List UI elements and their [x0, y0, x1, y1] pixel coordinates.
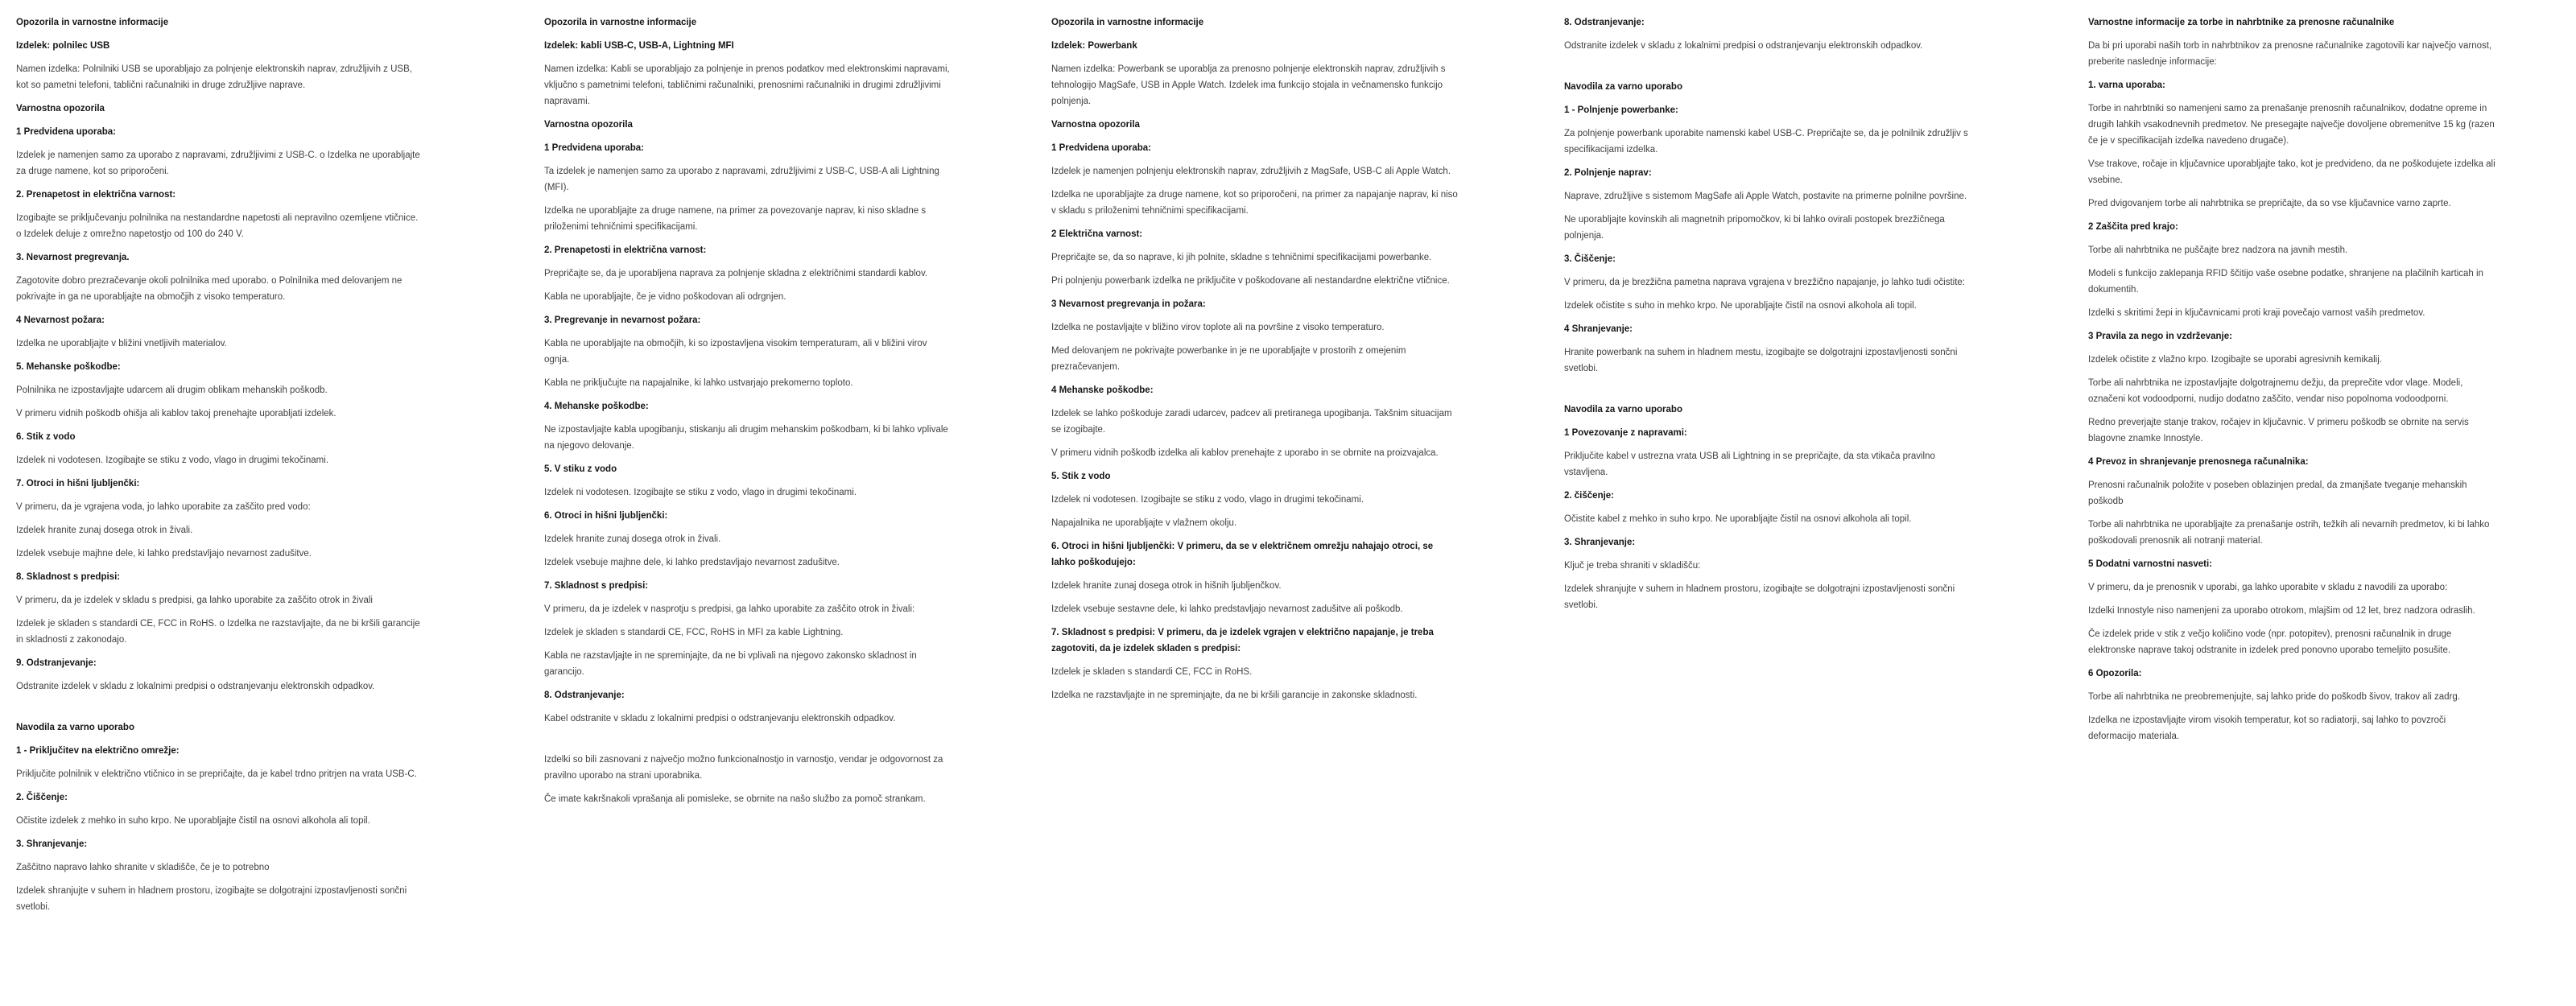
column-usb-charger — [16, 14, 423, 922]
paragraph: V primeru, da je prenosnik v uporabi, ga lahko uporabite v skladu z navodili za uporabo: — [2088, 583, 2448, 592]
section-heading: 3. Pregrevanje in nevarnost požara: — [544, 315, 701, 325]
paragraph: Izdelek hranite zunaj dosega otrok in živali. — [16, 526, 193, 535]
paragraph: Izdelka ne uporabljajte za druge namene, na primer za povezovanje naprav, ki niso skladne s priloženimi tehničnimi specifikacijami. — [544, 206, 927, 232]
paragraph: Izdelki so bili zasnovani z največjo možno funkcionalnostjo in varnostjo, vendar je odgovornost za pravilno uporabo na strani uporabnika. — [544, 755, 943, 781]
section-heading: 1 Predvidena uporaba: — [16, 127, 116, 137]
paragraph: Izdelek ni vodotesen. Izogibajte se stiku z vodo, vlago in drugimi tekočinami. — [1051, 495, 1364, 505]
paragraph: Očistite izdelek z mehko in suho krpo. Ne uporabljajte čistil na osnovi alkohola ali topil. — [16, 816, 370, 826]
paragraph: V primeru vidnih poškodb ohišja ali kablov takoj prenehajte uporabljati izdelek. — [16, 409, 336, 418]
paragraph: Izdelek je skladen s standardi CE, FCC in RoHS. — [1051, 667, 1253, 677]
paragraph: Torbe in nahrbtniki so namenjeni samo za prenašanje prenosnih računalnikov, dodatne opreme in drugih lahkih vsakodnevnih predmetov. Ne presegajte največje dovoljene obremenitve 15 kg (razen če je v specifikacijah izdelka navedeno drugače). — [2088, 104, 2495, 146]
section-heading: 3 Nevarnost pregrevanja in požara: — [1051, 299, 1206, 309]
paragraph: Izdelek ni vodotesen. Izogibajte se stiku z vodo, vlago in drugimi tekočinami. — [16, 456, 329, 465]
section-heading: Varnostne informacije za torbe in nahrbtnike za prenosne računalnike — [2088, 18, 2395, 27]
section-heading: Varnostna opozorila — [1051, 120, 1140, 130]
paragraph: Da bi pri uporabi naših torb in nahrbtnikov za prenosne računalnike zagotovili kar največjo varnost, preberite naslednje informacije: — [2088, 41, 2492, 67]
paragraph: Med delovanjem ne pokrivajte powerbanke in je ne uporabljajte v prostorih z omejenim prezračevanjem. — [1051, 346, 1406, 372]
section-heading: Izdelek: Powerbank — [1051, 41, 1137, 51]
section-heading: 3. Čiščenje: — [1564, 254, 1616, 264]
section-heading: 6. Stik z vodo — [16, 432, 76, 442]
paragraph: Izdelek se lahko poškoduje zaradi udarcev, padcev ali pretiranega upogibanja. Takšnim situacijam se izogibajte. — [1051, 409, 1452, 435]
paragraph: Vse trakove, ročaje in ključavnice uporabljajte tako, kot je predvideno, da ne poškodujete izdelka ali vsebine. — [2088, 159, 2496, 185]
paragraph: Torbe ali nahrbtnika ne preobremenjujte, saj lahko pride do poškodb šivov, trakov ali zadrg. — [2088, 692, 2460, 702]
paragraph: Izdelek je skladen s standardi CE, FCC in RoHS. o Izdelka ne razstavljajte, da ne bi kršili garancije in skladnosti z zakonodajo. — [16, 619, 420, 645]
section-heading: 4 Prevoz in shranjevanje prenosnega računalnika: — [2088, 457, 2309, 467]
paragraph: V primeru, da je izdelek v skladu s predpisi, ga lahko uporabite za zaščito otrok in živali — [16, 596, 373, 605]
section-heading: 4. Mehanske poškodbe: — [544, 402, 649, 411]
paragraph: Izdelek ni vodotesen. Izogibajte se stiku z vodo, vlago in drugimi tekočinami. — [544, 488, 857, 497]
section-heading: 5. Mehanske poškodbe: — [16, 362, 121, 372]
paragraph: Izdelek shranjujte v suhem in hladnem prostoru, izogibajte se dolgotrajni izpostavljenosti sončni svetlobi. — [16, 886, 407, 912]
paragraph: Ta izdelek je namenjen samo za uporabo z napravami, združljivimi z USB-C, USB-A ali Lightning (MFI). — [544, 167, 939, 192]
paragraph: Torbe ali nahrbtnika ne puščajte brez nadzora na javnih mestih. — [2088, 245, 2348, 255]
section-heading: 1 Predvidena uporaba: — [1051, 143, 1151, 153]
paragraph: Odstranite izdelek v skladu z lokalnimi predpisi o odstranjevanju elektronskih odpadkov. — [16, 682, 375, 691]
section-heading: 6 Opozorila: — [2088, 669, 2142, 678]
paragraph: Če imate kakršnakoli vprašanja ali pomisleke, se obrnite na našo službo za pomoč strankam. — [544, 794, 926, 804]
section-heading: 6. Otroci in hišni ljubljenčki: — [544, 511, 668, 521]
paragraph: Ključ je treba shraniti v skladišču: — [1564, 561, 1701, 571]
section-heading: 4 Shranjevanje: — [1564, 324, 1633, 334]
paragraph: Izdelek vsebuje majhne dele, ki lahko predstavljajo nevarnost zadušitve. — [544, 558, 840, 567]
paragraph: Izdelka ne uporabljajte v bližini vnetljivih materialov. — [16, 339, 227, 348]
paragraph: Pred dvigovanjem torbe ali nahrbtnika se prepričajte, da so vse ključavnice varno zaprte. — [2088, 199, 2451, 208]
paragraph: Ne izpostavljajte kabla upogibanju, stiskanju ali drugim mehanskim poškodbam, ki bi lahko vplivale na njegovo delovanje. — [544, 425, 948, 451]
paragraph: Izdelka ne izpostavljajte virom visokih temperatur, kot so radiatorji, saj lahko to povzroči deformacijo materiala. — [2088, 715, 2446, 741]
section-spacer — [1564, 61, 1971, 79]
section-heading: 3. Nevarnost pregrevanja. — [16, 253, 130, 262]
section-heading: 1 Povezovanje z napravami: — [1564, 428, 1687, 438]
column-laptop-bags — [2088, 14, 2496, 752]
section-heading: 2 Električna varnost: — [1051, 229, 1143, 239]
section-heading: 8. Odstranjevanje: — [544, 691, 625, 700]
section-heading: Izdelek: kabli USB-C, USB-A, Lightning MFI — [544, 41, 734, 51]
paragraph: Izdelek očistite z vlažno krpo. Izogibajte se uporabi agresivnih kemikalij. — [2088, 355, 2382, 365]
section-heading: 8. Odstranjevanje: — [1564, 18, 1645, 27]
section-heading: 2. Prenapetost in električna varnost: — [16, 190, 176, 200]
section-heading: 1 Predvidena uporaba: — [544, 143, 644, 153]
section-heading: 3. Shranjevanje: — [1564, 538, 1636, 547]
column-powerbank-usage — [1564, 14, 1971, 621]
paragraph: V primeru, da je brezžična pametna naprava vgrajena v brezžično napajanje, jo lahko tudi očistite: — [1564, 278, 1965, 287]
paragraph: Izdelki s skritimi žepi in ključavnicami proti kraji povečajo varnost vaših predmetov. — [2088, 308, 2425, 318]
paragraph: Priključite kabel v ustrezna vrata USB ali Lightning in se prepričajte, da sta vtikača pravilno vstavljena. — [1564, 451, 1935, 477]
section-heading: 1 - Polnjenje powerbanke: — [1564, 105, 1678, 115]
paragraph: V primeru, da je vgrajena voda, jo lahko uporabite za zaščito pred vodo: — [16, 502, 311, 512]
section-heading: 5. V stiku z vodo — [544, 464, 617, 474]
paragraph: Izdelek je namenjen polnjenju elektronskih naprav, združljivih z MagSafe, USB-C ali Apple Watch. — [1051, 167, 1451, 176]
section-heading: Opozorila in varnostne informacije — [16, 18, 169, 27]
paragraph: Modeli s funkcijo zaklepanja RFID ščitijo vaše osebne podatke, shranjene na plačilnih karticah in dokumentih. — [2088, 269, 2483, 295]
paragraph: Izdelek vsebuje sestavne dele, ki lahko predstavljajo nevarnost zadušitve ali poškodb. — [1051, 604, 1403, 614]
section-heading: 8. Skladnost s predpisi: — [16, 572, 121, 582]
paragraph: Polnilnika ne izpostavljajte udarcem ali drugim oblikam mehanskih poškodb. — [16, 385, 328, 395]
paragraph: Prepričajte se, da so naprave, ki jih polnite, skladne s tehničnimi specifikacijami powerbanke. — [1051, 253, 1432, 262]
paragraph: Kabla ne priključujte na napajalnike, ki lahko ustvarjajo prekomerno toploto. — [544, 378, 853, 388]
section-spacer — [544, 734, 952, 752]
paragraph: V primeru vidnih poškodb izdelka ali kablov prenehajte z uporabo in se obrnite na proizvajalca. — [1051, 448, 1439, 458]
section-heading: 2. čiščenje: — [1564, 491, 1615, 501]
paragraph: Prepričajte se, da je uporabljena naprava za polnjenje skladna z električnimi standardi kablov. — [544, 269, 928, 278]
paragraph: Namen izdelka: Powerbank se uporablja za prenosno polnjenje elektronskih naprav, združljivih s tehnologijo MagSafe, USB in Apple Watch. Izdelek ima funkcijo stojala in večnamensko funkcijo polnjenja. — [1051, 64, 1446, 106]
paragraph: Prenosni računalnik položite v poseben oblazinjen predal, da zmanjšate tveganje mehanskih poškodb — [2088, 480, 2467, 506]
column-powerbank — [1051, 14, 1459, 711]
paragraph: Izdelek je namenjen samo za uporabo z napravami, združljivimi z USB-C. o Izdelka ne uporabljajte za druge namene, kot so priporočeni. — [16, 150, 420, 176]
section-heading: Varnostna opozorila — [544, 120, 633, 130]
section-heading: 7. Otroci in hišni ljubljenčki: — [16, 479, 140, 489]
paragraph: Izdelek vsebuje majhne dele, ki lahko predstavljajo nevarnost zadušitve. — [16, 549, 312, 559]
paragraph: Izogibajte se priključevanju polnilnika na nestandardne napetosti ali nepravilno ozemljene vtičnice. o Izdelek deluje z omrežno napetostjo od 100 do 240 V. — [16, 213, 419, 239]
section-heading: 3. Shranjevanje: — [16, 839, 88, 849]
paragraph: Za polnjenje powerbank uporabite namenski kabel USB-C. Prepričajte se, da je polnilnik združljiv s specifikacijami izdelka. — [1564, 129, 1968, 155]
section-heading: Izdelek: polnilec USB — [16, 41, 110, 51]
paragraph: Izdelek je skladen s standardi CE, FCC, RoHS in MFI za kable Lightning. — [544, 628, 844, 637]
section-heading: Opozorila in varnostne informacije — [1051, 18, 1204, 27]
paragraph: Izdelka ne razstavljajte in ne spreminjajte, da ne bi kršili garancije in zakonske skladnosti. — [1051, 691, 1418, 700]
section-heading: 5. Stik z vodo — [1051, 472, 1111, 481]
paragraph: Izdelek očistite s suho in mehko krpo. Ne uporabljajte čistil na osnovi alkohola ali topil. — [1564, 301, 1917, 311]
paragraph: Kabel odstranite v skladu z lokalnimi predpisi o odstranjevanju elektronskih odpadkov. — [544, 714, 896, 724]
paragraph: Hranite powerbank na suhem in hladnem mestu, izogibajte se dolgotrajni izpostavljenosti sončni svetlobi. — [1564, 348, 1958, 373]
paragraph: Torbe ali nahrbtnika ne uporabljajte za prenašanje ostrih, težkih ali nevarnih predmetov, ki bi lahko poškodovali prenosnik ali notranji material. — [2088, 520, 2490, 546]
section-heading: 7. Skladnost s predpisi: — [544, 581, 649, 591]
section-heading: 9. Odstranjevanje: — [16, 658, 97, 668]
section-heading: 1. varna uporaba: — [2088, 80, 2165, 90]
section-spacer — [1564, 384, 1971, 402]
paragraph: Napajalnika ne uporabljajte v vlažnem okolju. — [1051, 518, 1237, 528]
section-heading: Navodila za varno uporabo — [1564, 82, 1682, 92]
paragraph: Odstranite izdelek v skladu z lokalnimi predpisi o odstranjevanju elektronskih odpadkov. — [1564, 41, 1923, 51]
paragraph: Namen izdelka: Polnilniki USB se uporabljajo za polnjenje elektronskih naprav, združljivih z USB, kot so pametni telefoni, tablični računalniki in druge združljive naprave. — [16, 64, 412, 90]
section-heading: 3 Pravila za nego in vzdrževanje: — [2088, 332, 2232, 341]
section-heading: 4 Nevarnost požara: — [16, 315, 105, 325]
section-heading: 7. Skladnost s predpisi: V primeru, da je izdelek vgrajen v električno napajanje, je treba zagotoviti, da je izdelek skladen s predpisi: — [1051, 628, 1434, 653]
section-heading: 2. Prenapetosti in električna varnost: — [544, 245, 707, 255]
paragraph: Zagotovite dobro prezračevanje okoli polnilnika med uporabo. o Polnilnika med delovanjem ne pokrivajte in ga ne uporabljajte na območjih z visoko temperaturo. — [16, 276, 402, 302]
section-heading: Navodila za varno uporabo — [16, 723, 134, 732]
section-heading: 1 - Priključitev na električno omrežje: — [16, 746, 180, 756]
paragraph: Naprave, združljive s sistemom MagSafe ali Apple Watch, postavite na primerne polnilne površine. — [1564, 192, 1967, 201]
paragraph: Izdelek hranite zunaj dosega otrok in hišnih ljubljenčkov. — [1051, 581, 1282, 591]
section-heading: Opozorila in varnostne informacije — [544, 18, 697, 27]
paragraph: V primeru, da je izdelek v nasprotju s predpisi, ga lahko uporabite za zaščito otrok in živali: — [544, 604, 915, 614]
paragraph: Redno preverjajte stanje trakov, ročajev in ključavnic. V primeru poškodb se obrnite na servis blagovne znamke Innostyle. — [2088, 418, 2469, 443]
section-heading: Navodila za varno uporabo — [1564, 405, 1682, 414]
section-heading: 2. Čiščenje: — [16, 793, 68, 802]
paragraph: Izdelka ne uporabljajte za druge namene, kot so priporočeni, na primer za napajanje naprav, ki niso v skladu s priloženimi tehničnimi specifikacijami. — [1051, 190, 1458, 216]
paragraph: Kabla ne uporabljajte, če je vidno poškodovan ali odrgnjen. — [544, 292, 786, 302]
paragraph: Namen izdelka: Kabli se uporabljajo za polnjenje in prenos podatkov med elektronskimi napravami, vključno s pametnimi telefoni, tabličnimi računalniki, prenosnimi računalniki in drugimi združljivimi napravami. — [544, 64, 950, 106]
paragraph: Če izdelek pride v stik z večjo količino vode (npr. potopitev), prenosni računalnik in druge elektronske naprave takoj odstranite in izdelek pred ponovno uporabo temeljito posušite. — [2088, 629, 2452, 655]
section-heading: Varnostna opozorila — [16, 104, 105, 113]
paragraph: Zaščitno napravo lahko shranite v skladišče, če je to potrebno — [16, 863, 270, 872]
section-heading: 2 Zaščita pred krajo: — [2088, 222, 2178, 232]
paragraph: Kabla ne razstavljajte in ne spreminjajte, da ne bi vplivali na njegovo zakonsko skladnost in garancijo. — [544, 651, 917, 677]
section-heading: 5 Dodatni varnostni nasveti: — [2088, 559, 2213, 569]
section-heading: 6. Otroci in hišni ljubljenčki: V primeru, da se v električnem omrežju nahajajo otroci, se lahko poškodujejo: — [1051, 542, 1434, 567]
paragraph: Torbe ali nahrbtnika ne izpostavljajte dolgotrajnemu dežju, da preprečite vdor vlage. Modeli, označeni kot vodoodporni, nudijo dodatno zaščito, vendar niso popolnoma vodoodporni. — [2088, 378, 2463, 404]
paragraph: Izdelka ne postavljajte v bližino virov toplote ali na površine z visoko temperaturo. — [1051, 323, 1385, 332]
column-cables — [544, 14, 952, 814]
paragraph: Kabla ne uporabljajte na območjih, ki so izpostavljena visokim temperaturam, ali v bližini virov ognja. — [544, 339, 927, 365]
paragraph: Izdelek shranjujte v suhem in hladnem prostoru, izogibajte se dolgotrajni izpostavljenosti sončni svetlobi. — [1564, 584, 1955, 610]
paragraph: Ne uporabljajte kovinskih ali magnetnih pripomočkov, ki bi lahko ovirali postopek brezžičnega polnjenja. — [1564, 215, 1945, 241]
paragraph: Očistite kabel z mehko in suho krpo. Ne uporabljajte čistil na osnovi alkohola ali topil. — [1564, 514, 1912, 524]
paragraph: Izdelki Innostyle niso namenjeni za uporabo otrokom, mlajšim od 12 let, brez nadzora odraslih. — [2088, 606, 2475, 616]
paragraph: Izdelek hranite zunaj dosega otrok in živali. — [544, 534, 721, 544]
section-heading: 2. Polnjenje naprav: — [1564, 168, 1652, 178]
section-spacer — [16, 702, 423, 719]
paragraph: Priključite polnilnik v električno vtičnico in se prepričajte, da je kabel trdno pritrjen na vrata USB-C. — [16, 769, 417, 779]
paragraph: Pri polnjenju powerbank izdelka ne priključite v poškodovane ali nestandardne električne vtičnice. — [1051, 276, 1450, 286]
section-heading: 4 Mehanske poškodbe: — [1051, 385, 1154, 395]
